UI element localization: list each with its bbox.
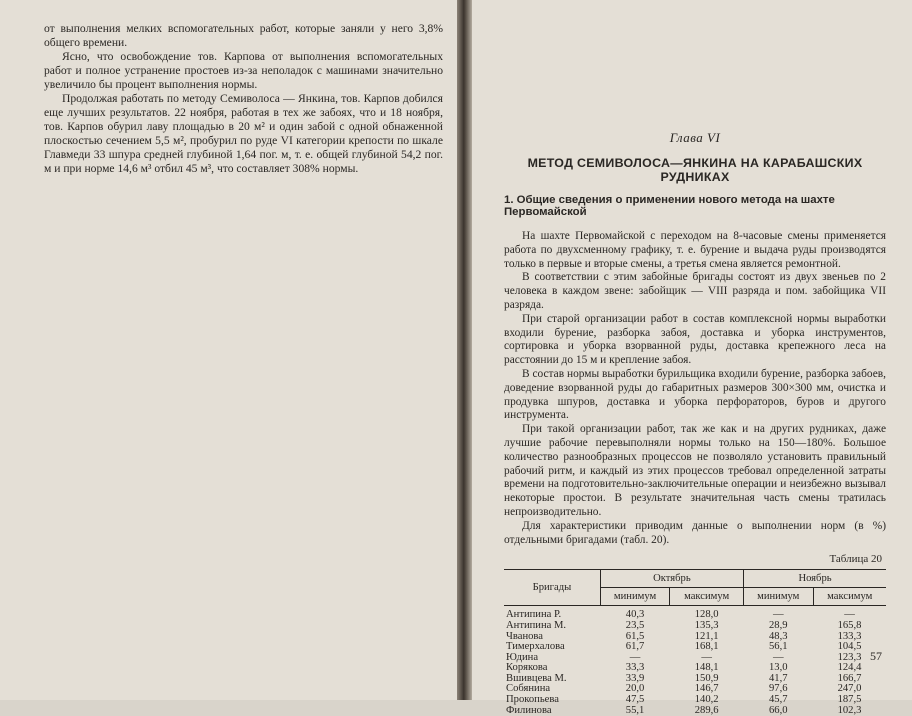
value-cell: — (772, 609, 784, 621)
table-body (504, 606, 886, 716)
brigade-name-cell: Собянина (506, 683, 551, 695)
value-cell: 13,0 (768, 662, 788, 674)
value-cell: 247,0 (837, 683, 862, 695)
section-title: 1. Общие сведения о применении нового метода на шахте Первомайской (504, 194, 835, 218)
value-cell: — (844, 609, 855, 621)
value-cell: — (701, 651, 712, 663)
value-cell: 40,3 (625, 609, 645, 621)
value-cell: 102,3 (837, 704, 862, 716)
chapter-title: МЕТОД СЕМИВОЛОСА—ЯНКИНА НА КАРАБАШСКИХ РУДНИКАХ (527, 156, 863, 184)
value-cell: 23,5 (625, 619, 645, 631)
brigade-name-cell: Антипина Р. (506, 609, 562, 621)
brigade-name-cell: Антипина М. (506, 619, 567, 631)
value-cell: 148,1 (694, 662, 719, 674)
value-cell: — (629, 651, 641, 663)
value-cell: 104,5 (837, 641, 862, 653)
page-number: 57 (870, 649, 882, 663)
brigade-name-cell: Чванова (506, 630, 543, 642)
value-cell: 61,5 (625, 630, 645, 642)
value-cell: 61,7 (625, 641, 645, 653)
value-cell: 66,0 (768, 704, 788, 716)
value-cell: 33,3 (625, 662, 645, 674)
brigade-name-cell: Прокопьева (506, 694, 559, 706)
value-cell: 123,3 (837, 651, 862, 663)
value-cell: 20,0 (625, 683, 645, 695)
value-cell: 165,8 (837, 619, 862, 631)
left-paragraph: Продолжая работать по методу Семиволоса — Янкина, тов. Карпов добился еще лучших результатов. 22 ноября, работая в тех же забоях, что и 18 ноября, тов. Карпов обурил лаву площадью в 20 м² и один забой с одной обнаженной плоскостью сечением 5,5 м², пробурил по руде VI категории крепости по шкале Главмеди 33 шпура средней глубиной 1,64 пог. м, т. е. общей глубиной 54,2 пог. м и при норме 14,6 м³ отбил 45 м³, что составляет 308% нормы. (44, 92, 443, 175)
brigade-name-cell: Филинова (506, 704, 552, 716)
value-cell: 133,3 (837, 630, 862, 642)
book-spine (457, 0, 472, 700)
right-page (472, 0, 912, 716)
value-cell: 97,6 (768, 683, 788, 695)
value-cell: 146,7 (694, 683, 719, 695)
header-november: Ноябрь (744, 570, 886, 588)
brigade-name-cell: Корякова (506, 662, 548, 674)
value-cell: 56,1 (768, 641, 788, 653)
value-cell: 55,1 (625, 704, 645, 716)
brigade-name-cell: Юдина (506, 651, 539, 663)
header-oct-max: максимум (670, 588, 744, 606)
value-cell: 45,7 (768, 694, 788, 706)
table-row (504, 642, 886, 653)
body-paragraph: При старой организации работ в состав комплексной нормы выработки входили бурение, разборка забоя, доставка и уборка инструментов, сортировка и уборка взорванной руды, доставка крепежного леса на расстоянии до 15 м и крепление забоя. (504, 312, 886, 367)
left-page (0, 0, 457, 700)
table-row (504, 706, 886, 716)
value-cell: 48,3 (768, 630, 788, 642)
value-cell: 124,4 (837, 662, 862, 674)
table-caption: Таблица 20 (829, 553, 882, 566)
table-row (504, 695, 886, 706)
value-cell: 135,3 (694, 619, 719, 631)
body-paragraph: В соответствии с этим забойные бригады состоят из двух звеньев по 2 человека в каждом звене: забойщик — VIII разряда и пом. забойщика VII разряда. (504, 271, 886, 311)
left-paragraph: от выполнения мелких вспомогательных работ, которые заняли у него 3,8% общего времени. (44, 22, 443, 49)
value-cell: 28,9 (768, 619, 788, 631)
body-paragraph: При такой организации работ, так же как и на других рудниках, даже лучшие рабочие перевыполняли нормы только на 150—180%. Большое количество разнообразных процессов не позволяло установить правильный рабочий ритм, и каждый из этих процессов требовал определенной затраты времени на подготовительно-заключительные операции и неизбежно вызывал некоторые простои. В результате значительная часть смены тратилась непроизводительно. (504, 423, 886, 518)
value-cell: 140,2 (694, 694, 719, 706)
value-cell: 33,9 (625, 672, 645, 684)
header-nov-min: минимум (744, 588, 813, 606)
header-october: Октябрь (600, 570, 743, 588)
value-cell: 150,9 (694, 672, 719, 684)
value-cell: 166,7 (837, 672, 862, 684)
norms-table (504, 569, 886, 716)
value-cell: 128,0 (694, 609, 719, 621)
brigade-name-cell: Тимерхалова (506, 641, 565, 653)
chapter-label: Глава VI (669, 130, 721, 145)
value-cell: 187,5 (837, 694, 862, 706)
table-row (504, 621, 886, 632)
header-nov-max: максимум (813, 588, 886, 606)
value-cell: 121,1 (694, 630, 719, 642)
brigade-name-cell: Вшивцева М. (506, 672, 567, 684)
value-cell: 41,7 (768, 672, 788, 684)
table-row (504, 606, 886, 621)
body-paragraph: В состав нормы выработки бурильщика входили бурение, разборка забоев, доведение взорванной руды до габаритных размеров 300×300 мм, очистка и продувка шпуров, доставка и уборка перфораторов, буров и другого инструмента. (504, 367, 886, 422)
header-oct-min: минимум (600, 588, 669, 606)
left-paragraph: Ясно, что освобождение тов. Карпова от выполнения вспомогательных работ и полное устранение простоев из-за неполадок с машинами значительно увеличило бы процент выполнения нормы. (44, 50, 443, 91)
body-paragraph: На шахте Первомайской с переходом на 8-часовые смены применяется работа по двухсменному графику, т. е. бурение и выдача руды производятся только в первые и вторые смены, а третья смена является ремонтной. (504, 230, 886, 270)
header-brigades: Бригады (504, 570, 600, 606)
value-cell: 289,6 (694, 704, 719, 716)
value-cell: — (772, 651, 784, 663)
value-cell: 47,5 (625, 694, 645, 706)
value-cell: 168,1 (694, 641, 719, 653)
body-paragraph: Для характеристики приводим данные о выполнении норм (в %) отдельными бригадами (табл. 20). (504, 519, 886, 546)
